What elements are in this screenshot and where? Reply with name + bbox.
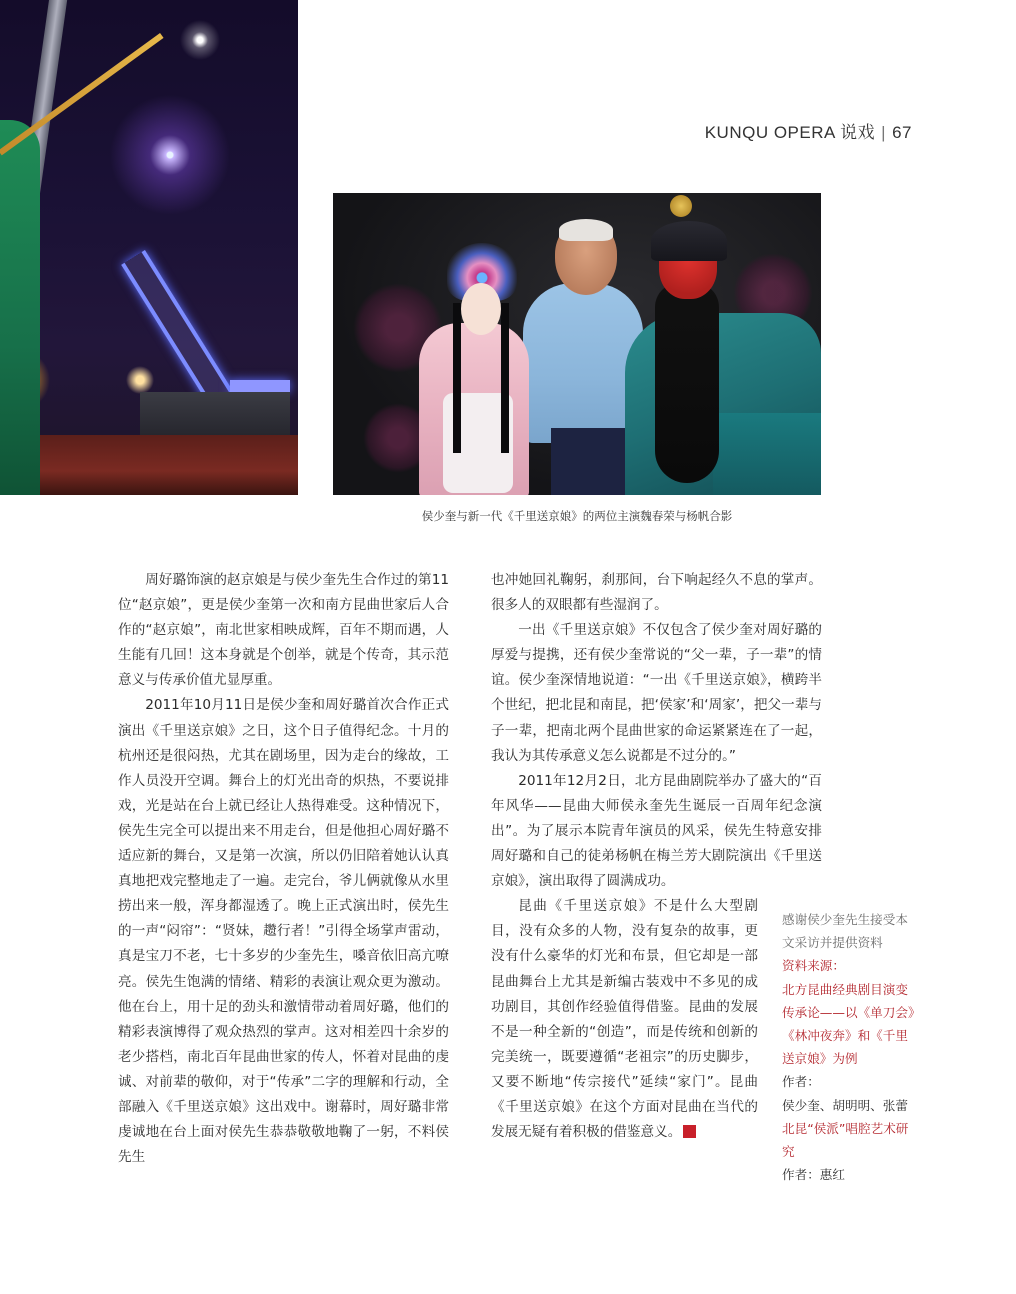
section-title-en: KUNQU OPERA — [704, 123, 835, 142]
source-1-authors: 侯少奎、胡明明、张蕾 — [782, 1097, 908, 1113]
article-column-1 — [118, 568, 449, 1170]
paragraph: 2011年12月2日，北方昆曲剧院举办了盛大的“百年风华——昆曲大师侯永奎先生诞辰一百周年纪念演出”。为了展示本院青年演员的风采，侯先生特意安排周好璐和自己的徒弟杨帆在梅兰芳大剧院演出《千里送京娘》，演出取得了圆满成功。 — [491, 772, 822, 890]
paragraph-final — [491, 894, 758, 1145]
header-separator: | — [881, 123, 887, 142]
source-2-title: 北昆“侯派”唱腔艺术研究 — [782, 1120, 909, 1160]
paragraph: 也冲她回礼鞠躬，刹那间，台下响起经久不息的掌声。很多人的双眼都有些湿润了。 — [491, 572, 822, 614]
paragraph: 周好璐饰演的赵京娘是与侯少奎先生合作过的第11位“赵京娘”，更是侯少奎第一次和南方昆曲世家后人合作的“赵京娘”，南北世家相映成辉，百年不期而遇，人生能有几回！这本身就是个创举，就是个传奇，其示范意义与传承价值尤显厚重。 — [118, 572, 449, 689]
source-2-author: 作者：惠红 — [782, 1167, 845, 1183]
group-photo — [333, 193, 821, 495]
page-number: 67 — [892, 123, 912, 142]
source-1-author-label: 作者： — [782, 1074, 820, 1090]
source-1-title: 北方昆曲经典剧目演变传承论——以《单刀会》《林冲夜奔》和《千里送京娘》为例 — [782, 981, 915, 1067]
acknowledgement: 感谢侯少奎先生接受本文采访并提供资料 — [782, 912, 908, 951]
running-header — [705, 118, 912, 143]
stage-performance-photo — [0, 0, 298, 495]
paragraph: 2011年10月11日是侯少奎和周好璐首次合作正式演出《千里送京娘》之日，这个日子值得纪念。十月的杭州还是很闷热，尤其在剧场里，因为走台的缘故，工作人员没开空调。舞台上的灯光出奇的炽热，不要说排戏，光是站在台上就已经让人热得难受。这种情况下，侯先生完全可以提出来不用走台，但是他担心周好璐不适应新的舞台，又是第一次演，所以仍旧陪着她认认真真地把戏完整地走了一遍。走完台，爷儿俩就像从水里捞出来一般，浑身都湿透了。晚上正式演出时，侯先生的一声“闷帘”：“贤妹，趱行者！”引得全场掌声雷动，真是宝刀不老，七十多岁的少奎先生，嗓音依旧高亢嘹亮。侯先生饱满的情绪、精彩的表演让观众更为激动。他在台上，用十足的劲头和激情带动着周好璐，他们的精彩表演博得了观众热烈的掌声。这对相差四十余岁的老少搭档，南北百年昆曲世家的传人，怀着对昆曲的虔诚、对前辈的敬仰，对于“传承”二字的理解和行动，全部融入《千里送京娘》这出戏中。谢幕时，周好璐非常虔诚地在台上面对侯先生恭恭敬敬地鞠了一躬，不料侯先生 — [118, 697, 449, 1166]
paragraph-final-text: 昆曲《千里送京娘》不是什么大型剧目，没有众多的人物，没有复杂的故事，更没有什么豪华的灯光和布景，但它却是一部昆曲舞台上尤其是新编古装戏中不多见的成功剧目，其创作经验值得借鉴。昆曲的发展不是一种全新的“创造”，而是传统和创新的完美统一，既要遵循“老祖宗”的历史脚步，又要不断地“传宗接代”延续“家门”。昆曲《千里送京娘》在这个方面对昆曲在当代的发展无疑有着积极的借鉴意义。 — [491, 898, 758, 1141]
article-sidebar — [782, 908, 917, 1186]
end-of-article-mark — [683, 1125, 696, 1138]
article-column-2 — [491, 568, 822, 1145]
sources-label: 资料来源： — [782, 958, 845, 974]
section-title-cn: 说戏 — [840, 123, 876, 142]
photo-caption: 侯少奎与新一代《千里送京娘》的两位主演魏春荣与杨帆合影 — [421, 509, 733, 523]
paragraph: 一出《千里送京娘》不仅包含了侯少奎对周好璐的厚爱与提携，还有侯少奎常说的“父一辈，子一辈”的情谊。侯少奎深情地说道：“一出《千里送京娘》，横跨半个世纪，把北昆和南昆，把‘侯家’和‘周家’，把父一辈与子一辈，把南北两个昆曲世家的命运紧紧连在了一起，我认为其传承意义怎么说都是不过分的。” — [491, 622, 822, 764]
